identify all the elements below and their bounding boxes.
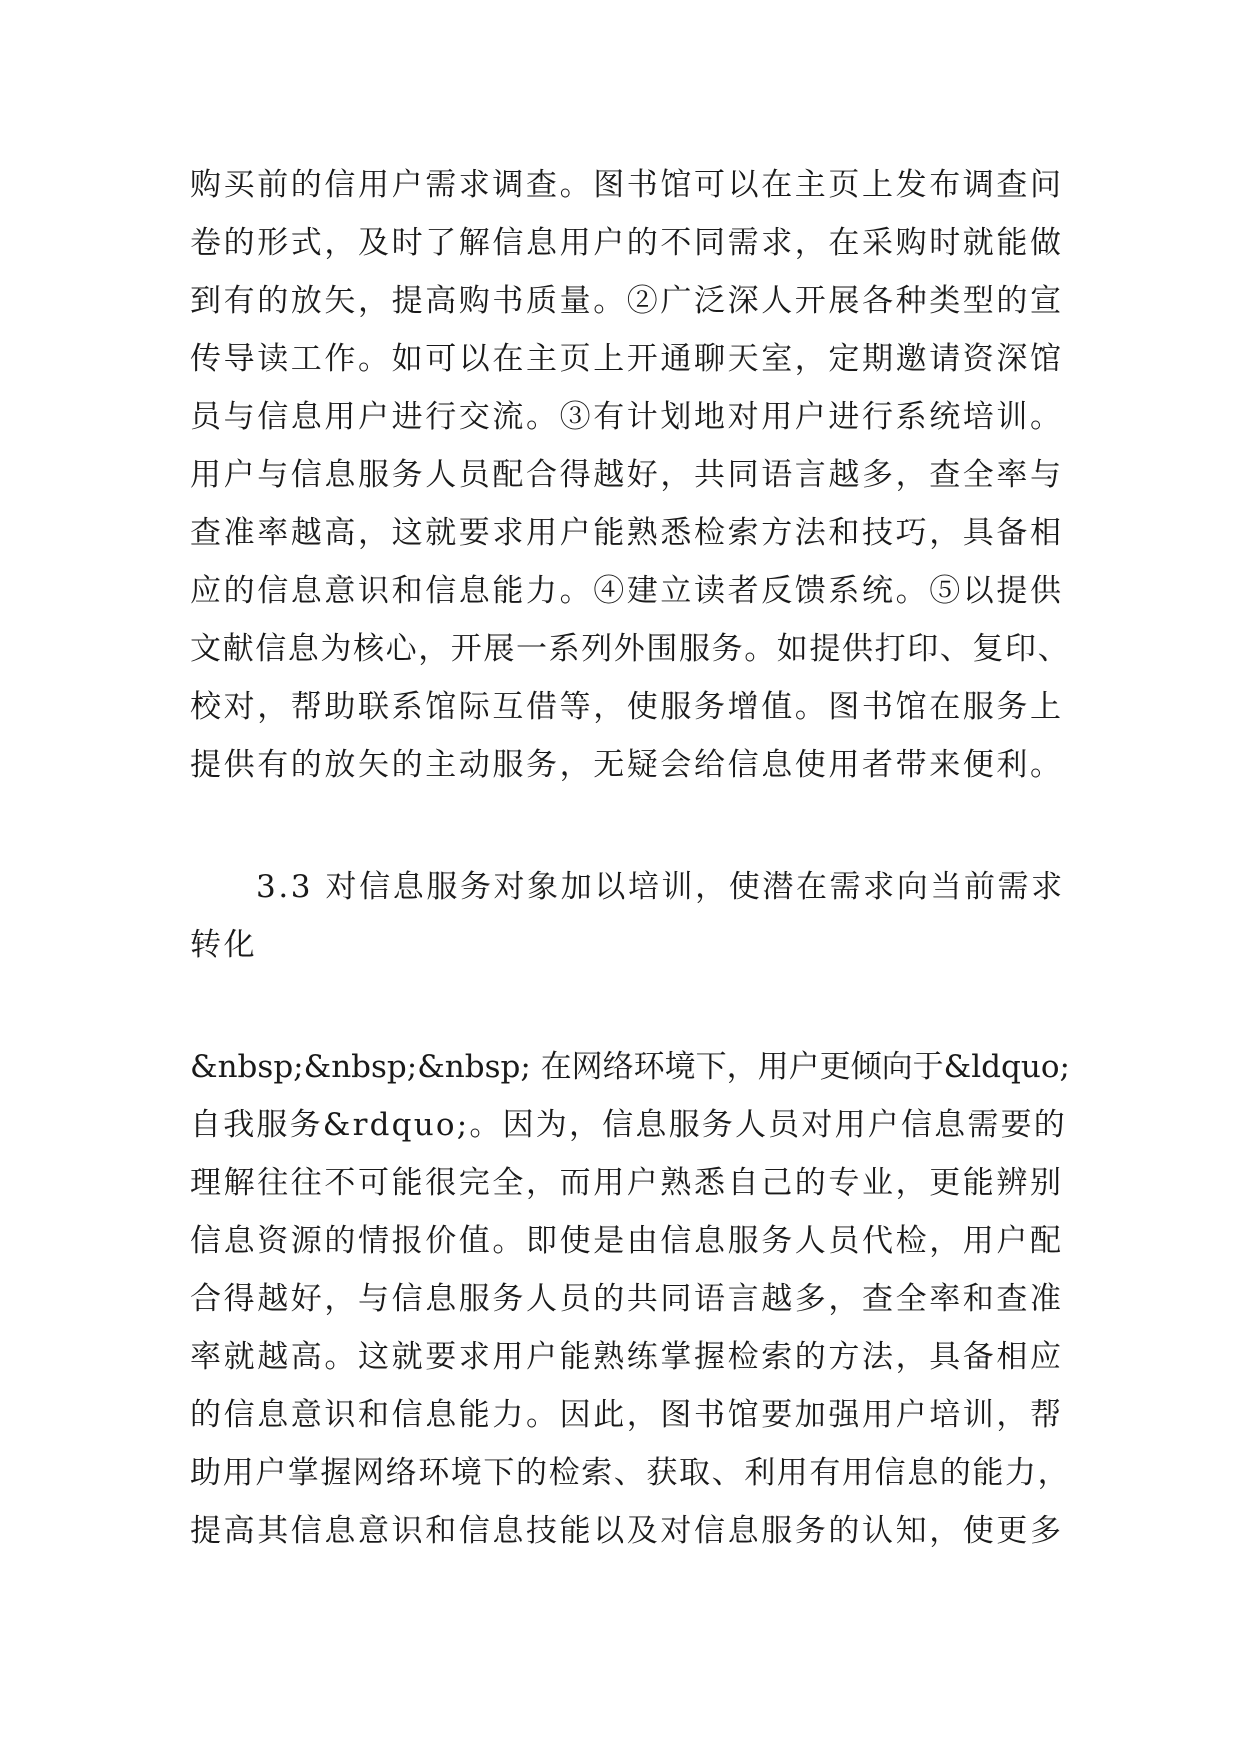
text-line: 自我服务&rdquo;。因为，信息服务人员对用户信息需要的 [190,1107,1067,1143]
text-line: 查准率越高，这就要求用户能熟悉检索方法和技巧，具备相 [190,515,1064,551]
text-line: 率就越高。这就要求用户能熟练掌握检索的方法，具备相应 [190,1339,1064,1375]
text-line: 理解往往不可能很完全，而用户熟悉自己的专业，更能辨别 [190,1165,1064,1201]
text-line: 信息资源的情报价值。即使是由信息服务人员代检，用户配 [190,1223,1064,1259]
text-line: 的信息意识和信息能力。因此，图书馆要加强用户培训，帮 [190,1397,1064,1433]
section-heading [190,858,1070,974]
text-line: &nbsp;&nbsp;&nbsp; 在网络环境下，用户更倾向于&ldquo; [190,1049,1070,1085]
text-line: 应的信息意识和信息能力。④建立读者反馈系统。⑤以提供 [190,573,1064,609]
heading-line: 转化 [190,927,258,963]
text-line: 文献信息为核心，开展一系列外围服务。如提供打印、复印、 [190,631,1071,667]
heading-line: 3.3 对信息服务对象加以培训，使潜在需求向当前需求 [256,869,1065,905]
text-line: 校对，帮助联系馆际互借等，使服务增值。图书馆在服务上 [190,689,1064,725]
paragraph-1 [190,156,1070,794]
paragraph-2 [190,1038,1070,1560]
text-line: 提高其信息意识和信息技能以及对信息服务的认知，使更多 [190,1513,1064,1549]
text-line: 卷的形式，及时了解信息用户的不同需求，在采购时就能做 [190,225,1064,261]
text-line: 助用户掌握网络环境下的检索、获取、利用有用信息的能力， [190,1455,1071,1491]
text-line: 到有的放矢，提高购书质量。②广泛深人开展各种类型的宣 [190,283,1064,319]
text-line: 提供有的放矢的主动服务，无疑会给信息使用者带来便利。 [190,747,1064,783]
text-line: 传导读工作。如可以在主页上开通聊天室，定期邀请资深馆 [190,341,1064,377]
text-line: 用户与信息服务人员配合得越好，共同语言越多，查全率与 [190,457,1064,493]
text-line: 购买前的信用户需求调查。图书馆可以在主页上发布调查问 [190,167,1064,203]
text-line: 员与信息用户进行交流。③有计划地对用户进行系统培训。 [190,399,1064,435]
text-line: 合得越好，与信息服务人员的共同语言越多，查全率和查准 [190,1281,1064,1317]
